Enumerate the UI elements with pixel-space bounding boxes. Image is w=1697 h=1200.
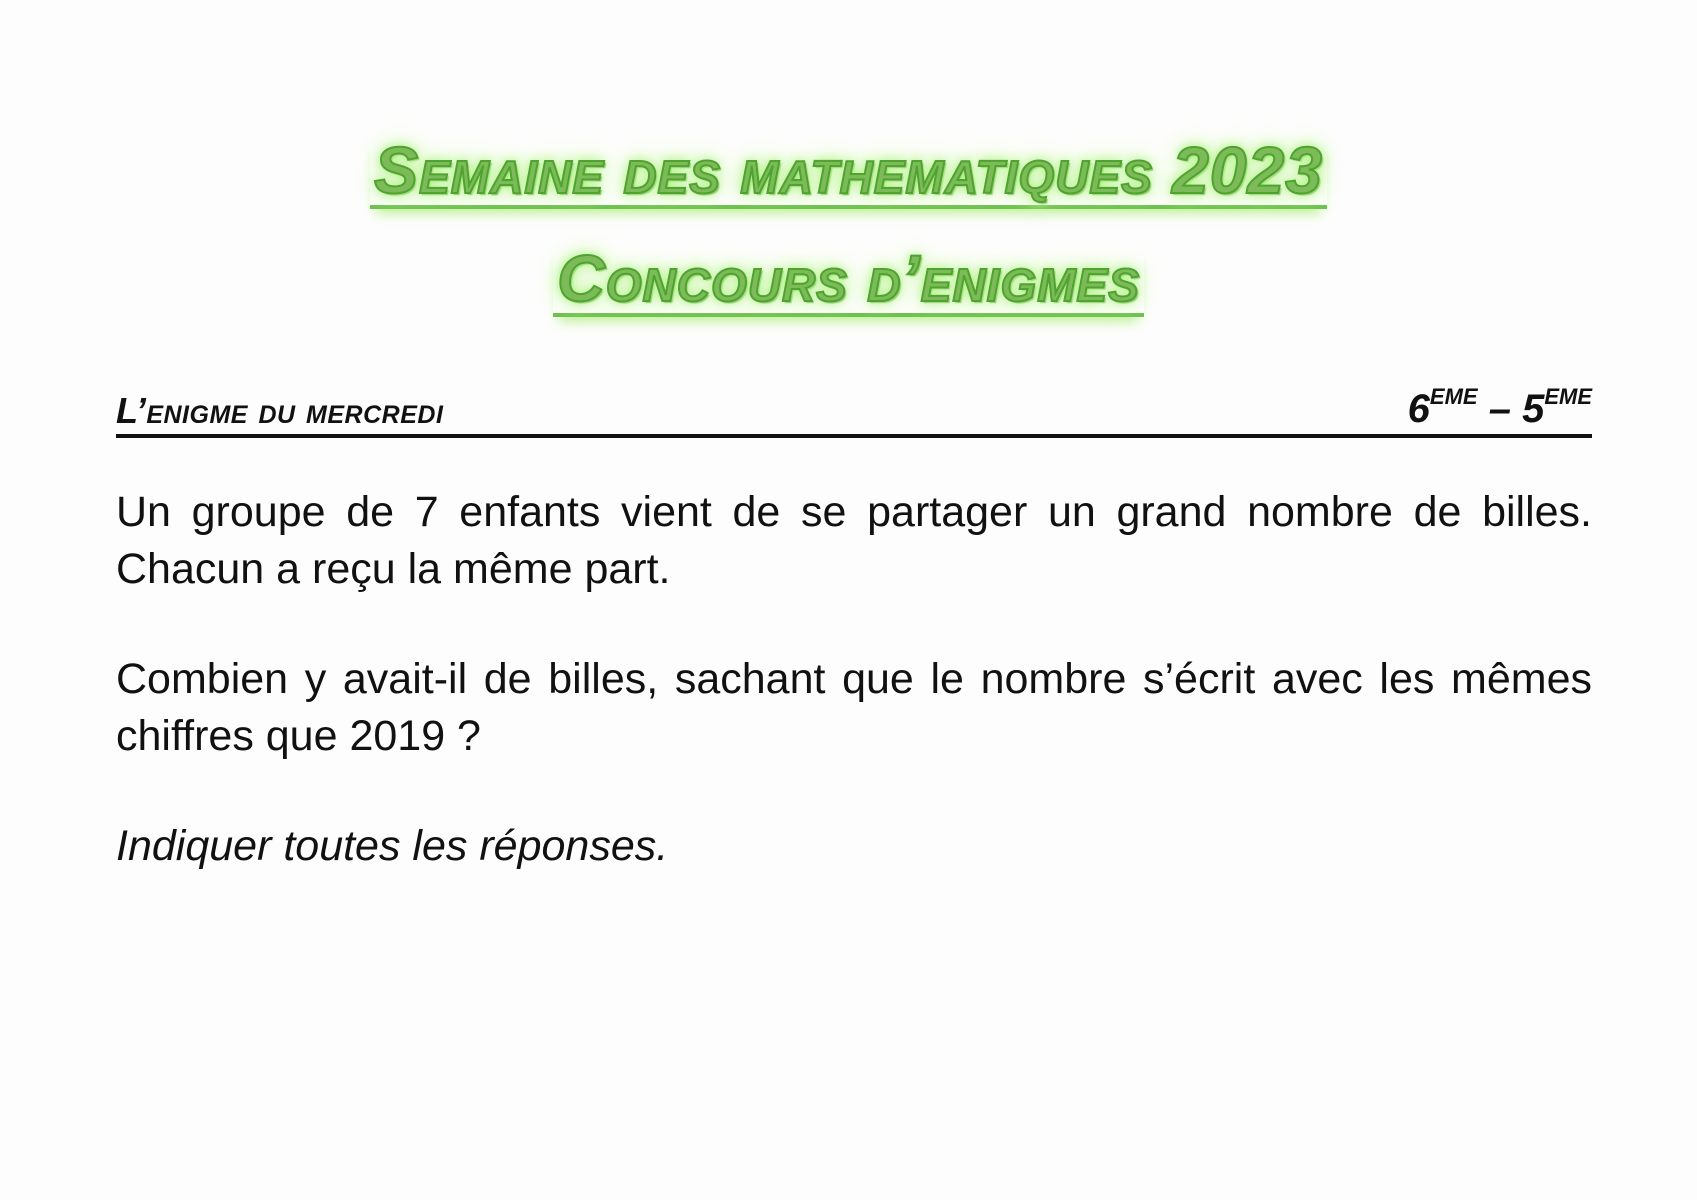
section-header bbox=[116, 386, 1592, 438]
title-line-1-container bbox=[0, 132, 1697, 209]
main-title: Semaine des mathematiques 2023 bbox=[370, 137, 1327, 209]
grade-levels bbox=[1408, 384, 1592, 432]
title-line-2-container bbox=[0, 240, 1697, 317]
riddle-paragraph-1: Un groupe de 7 enfants vient de se partager un grand nombre de billes. Chacun a reçu la même part. bbox=[116, 488, 1592, 593]
level-first-number: 6 bbox=[1407, 387, 1430, 431]
subtitle: Concours d’enigmes bbox=[553, 245, 1144, 317]
riddle-instruction: Indiquer toutes les réponses. bbox=[116, 822, 669, 870]
riddle-question: Combien y avait-il de billes, sachant que le nombre s’écrit avec les mêmes chiffres que 2019 ? bbox=[116, 655, 1592, 760]
level-separator: – bbox=[1477, 387, 1523, 431]
section-title: L’enigme du mercredi bbox=[116, 390, 444, 431]
level-second-suffix: EME bbox=[1544, 384, 1592, 409]
level-first-suffix: EME bbox=[1429, 384, 1478, 409]
level-second-number: 5 bbox=[1522, 387, 1545, 431]
